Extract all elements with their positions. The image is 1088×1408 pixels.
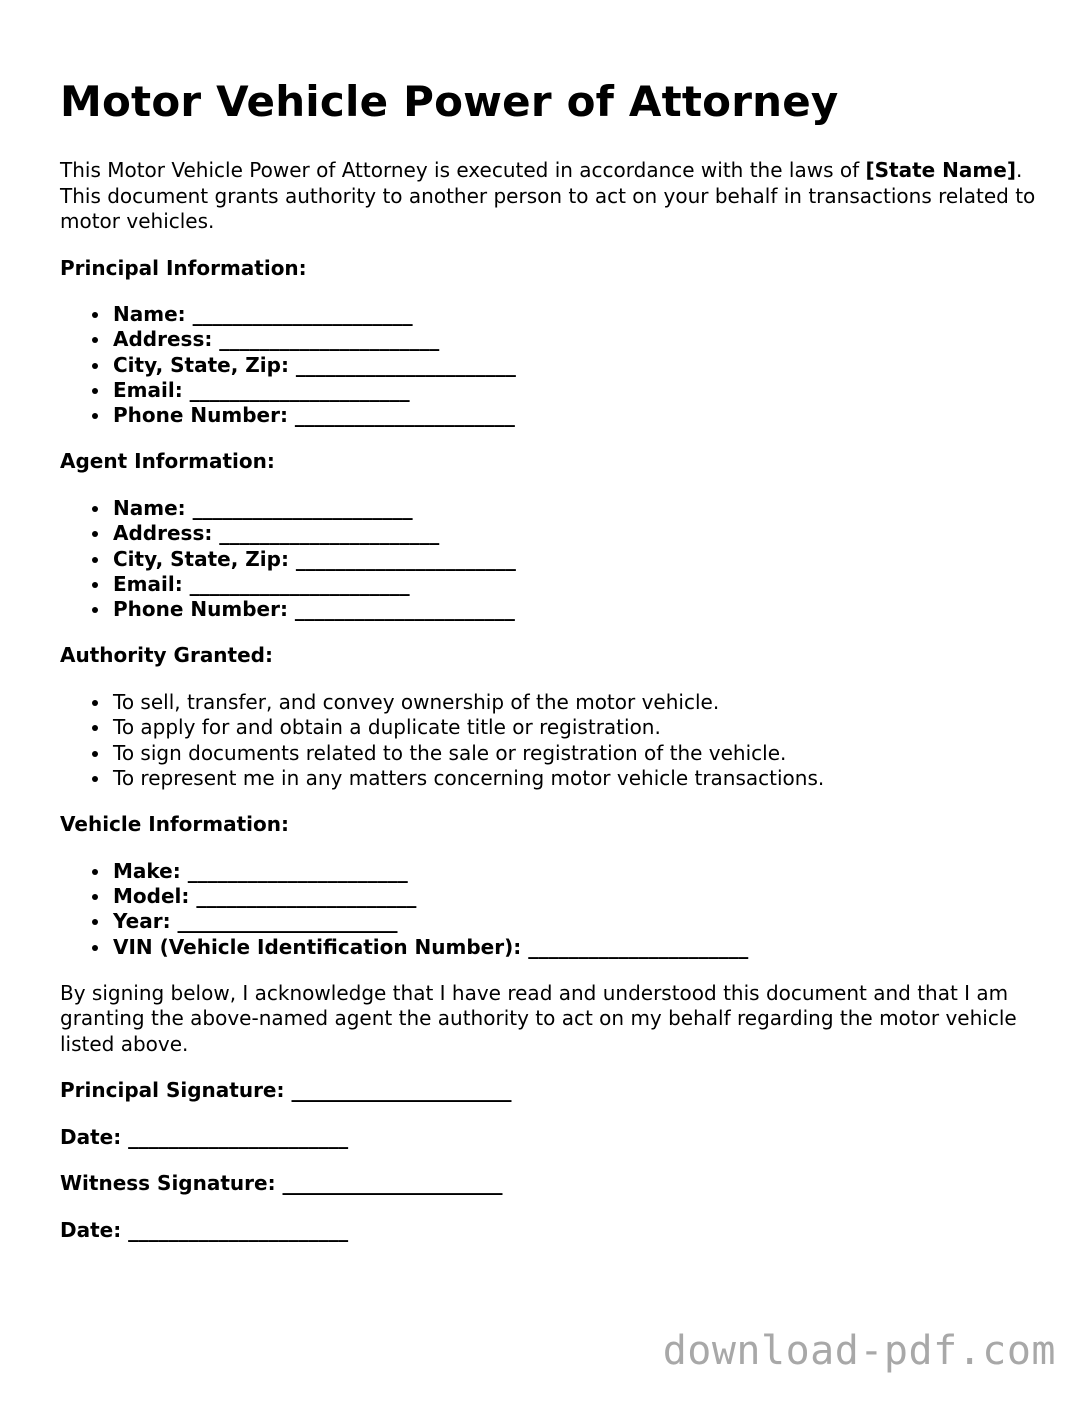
principal-name-field: Name: ______________________: [113, 302, 1040, 327]
vehicle-heading: Vehicle Information:: [60, 812, 289, 837]
watermark: download-pdf.com: [662, 1328, 1056, 1374]
principal-date-line: Date: ______________________: [60, 1124, 349, 1149]
agent-phone-field: Phone Number: ______________________: [113, 597, 1040, 622]
principal-signature-line: Principal Signature: ______________________: [60, 1078, 512, 1103]
agent-email-field: Email: ______________________: [113, 572, 1040, 597]
authority-list: [60, 690, 1040, 791]
agent-heading: Agent Information:: [60, 449, 275, 474]
agent-name-field: Name: ______________________: [113, 496, 1040, 521]
principal-fields: [60, 302, 1040, 428]
authority-item: To sign documents related to the sale or registration of the vehicle.: [113, 741, 1040, 766]
vehicle-fields: [60, 859, 1040, 960]
principal-heading: Principal Information:: [60, 255, 307, 280]
authority-item: To apply for and obtain a duplicate title or registration.: [113, 715, 1040, 740]
acknowledgement-paragraph: By signing below, I acknowledge that I have read and understood this document and that I am granting the above-named agent the authority to act on my behalf regarding the motor vehicle listed above.: [60, 980, 1017, 1056]
agent-city-state-zip-field: City, State, Zip: ______________________: [113, 547, 1040, 572]
witness-signature-line: Witness Signature: ______________________: [60, 1171, 503, 1196]
principal-address-field: Address: ______________________: [113, 327, 1040, 352]
vehicle-year-field: Year: ______________________: [113, 909, 1040, 934]
vehicle-make-field: Make: ______________________: [113, 859, 1040, 884]
intro-paragraph: [60, 158, 1040, 235]
principal-phone-field: Phone Number: ______________________: [113, 403, 1040, 428]
authority-item: To represent me in any matters concerning motor vehicle transactions.: [113, 766, 1040, 791]
principal-email-field: Email: ______________________: [113, 378, 1040, 403]
intro-text-after: . This document grants authority to another person to act on your behalf in transactions related to motor vehicles.: [60, 158, 1036, 233]
agent-fields: [60, 496, 1040, 622]
principal-city-state-zip-field: City, State, Zip: ______________________: [113, 353, 1040, 378]
authority-item: To sell, transfer, and convey ownership of the motor vehicle.: [113, 690, 1040, 715]
witness-date-line: Date: ______________________: [60, 1217, 349, 1242]
intro-text-before: This Motor Vehicle Power of Attorney is executed in accordance with the laws of: [60, 158, 866, 182]
state-name-placeholder: [State Name]: [865, 158, 1016, 182]
vehicle-vin-field: VIN (Vehicle Identification Number): ______________________: [113, 935, 1040, 960]
agent-address-field: Address: ______________________: [113, 521, 1040, 546]
authority-heading: Authority Granted:: [60, 643, 273, 668]
vehicle-model-field: Model: ______________________: [113, 884, 1040, 909]
document-page: [60, 76, 1040, 1243]
document-title: Motor Vehicle Power of Attorney: [60, 77, 839, 126]
